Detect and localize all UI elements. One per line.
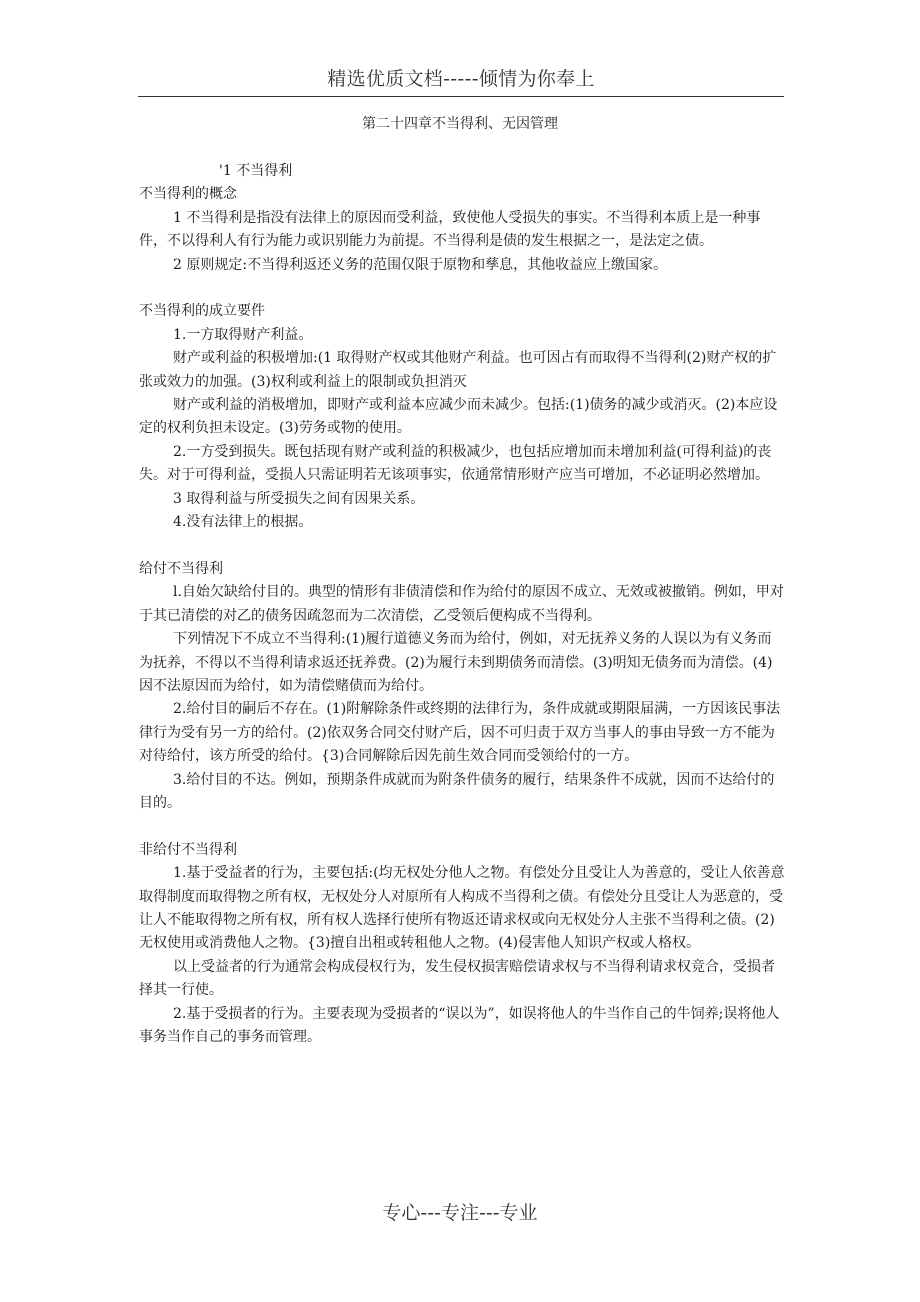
header-text: 精选优质文档-----倾情为你奉上: [327, 68, 595, 90]
section-heading-requirements: 不当得利的成立要件: [139, 303, 265, 320]
paragraph: 以上受益者的行为通常会构成侵权行为，发生侵权损害赔偿请求权与不当得利请求权竞合，受损者择其一行使。: [139, 958, 775, 999]
section-heading-payment: 给付不当得利: [139, 560, 223, 577]
section-heading-nonpayment: 非给付不当得利: [139, 841, 237, 858]
page-footer: 专心---专注---专业: [382, 1202, 538, 1224]
paragraph: 2.基于受损者的行为。主要表现为受损者的“误以为”，如误将他人的牛当作自己的牛饲养;误将他人事务当作自己的事务而管理。: [139, 1005, 780, 1045]
paragraph: 财产或利益的积极增加:(1 取得财产权或其他财产利益。也可因占有而取得不当得利(2)财产权的扩张或效力的加强。(3)权利或利益上的限制或负担消灭: [139, 350, 777, 390]
paragraph: 下列情况下不成立不当得利:(1)履行道德义务而为给付，例如，对无抚养义务的人误以为有义务而为抚养，不得以不当得利请求返还抚养费。(2)为履行未到期债务而清偿。(3)明知无债务而为清偿。(4)因不法原因而为给付，如为清偿赌债而为给付。: [139, 631, 773, 694]
paragraph: 1.基于受益者的行为，主要包括:(均无权处分他人之物。有偿处分且受让人为善意的，受让人依善意取得制度而取得物之所有权，无权处分人对原所有人构成不当得利之债。有偿处分且受让人为恶意的，受让人不能取得物之所有权，所有权人选择行使所有物返还请求权或向无权处分人主张不当得利之债。(2)无权使用或消费他人之物。{3)擅自出租或转租他人之物。(4)侵害他人知识产权或人格权。: [139, 865, 785, 952]
paragraph: 1 不当得利是指没有法律上的原因而受利益，致使他人受损失的事实。不当得利本质上是一种事件，不以得利人有行为能力或识别能力为前提。不当得利是债的发生根据之一，是法定之债。: [139, 209, 761, 250]
paragraph: 3 取得利益与所受损失之间有因果关系。: [173, 490, 425, 507]
paragraph: 2.给付目的嗣后不存在。(1)附解除条件或终期的法律行为，条件成就或期限届满，一方因该民事法律行为受有另一方的给付。(2)依双务合同交付财产后，因不可归责于双方当事人的事由导致一方不能为对待给付，该方所受的给付。{3)合同解除后因先前生效合同而受领给付的一方。: [139, 701, 781, 765]
paragraph: 1.一方取得财产利益。: [173, 326, 313, 343]
section-heading-concept: 不当得利的概念: [139, 186, 237, 203]
paragraph: 4.没有法律上的根据。: [173, 514, 313, 531]
chapter-title: 第二十四章不当得利、无因管理: [362, 116, 558, 132]
paragraph: 3.给付目的不达。例如，预期条件成就而为附条件债务的履行，结果条件不成就，因而不达给付的目的。: [139, 771, 775, 811]
page-header: [138, 62, 784, 97]
document-body: [139, 160, 785, 1049]
paragraph: l.自始欠缺给付目的。典型的情形有非债清偿和作为给付的原因不成立、无效或被撤销。例如，甲对于其已清偿的对乙的债务因疏忽而为二次清偿，乙受领后便构成不当得利。: [139, 584, 784, 624]
paragraph: 2 原则规定:不当得利返还义务的范围仅限于原物和孳息，其他收益应上缴国家。: [173, 256, 668, 273]
paragraph: 财产或利益的消极增加，即财产或利益本应减少而未减少。包括:(1)债务的减少或消灭。(2)本应设定的权利负担未设定。(3)劳务或物的使用。: [139, 397, 778, 437]
paragraph: 2.一方受到损失。既包括现有财产或利益的积极减少，也包括应增加而未增加利益(可得利益)的丧失。对于可得利益，受损人只需证明若无该项事实，依通常情形财产应当可增加，不必证明必然增加。: [139, 443, 772, 484]
subsection-title: '1 不当得利: [219, 163, 293, 179]
